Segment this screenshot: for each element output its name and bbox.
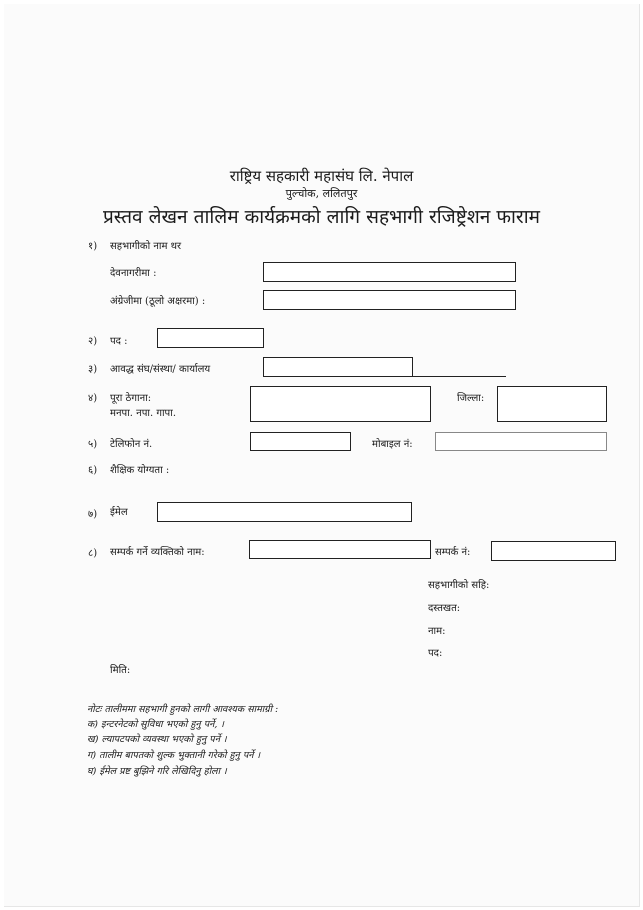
contact-number-label: सम्पर्क नं: bbox=[435, 547, 471, 558]
post-field[interactable] bbox=[157, 328, 264, 348]
item-number-8: ८) bbox=[88, 548, 98, 559]
item-number-5: ५) bbox=[88, 439, 98, 450]
devanagari-label: देवनागरीमा : bbox=[110, 268, 157, 279]
item-number-2: २) bbox=[88, 336, 98, 347]
participant-signature-label: सहभागीको सहि: bbox=[428, 580, 490, 591]
organization-field[interactable] bbox=[263, 357, 413, 377]
note-item: ग) तालीम बापतको शुल्क भुक्तानी गरेको हुनु पर्ने । bbox=[87, 750, 261, 761]
signatory-post-label: पद: bbox=[428, 648, 443, 659]
telephone-field[interactable] bbox=[250, 432, 351, 451]
english-label: अंग्रेजीमा (ठूलो अक्षरमा) : bbox=[110, 296, 206, 307]
note-item: घ) ईमेल प्रष्ट बुझिने गरि लेखिदिनु होला । bbox=[87, 766, 227, 777]
note-item: क) इन्टरनेटको सुविधा भएको हुनु पर्ने, । bbox=[87, 719, 225, 730]
organization-label: आवद्ध संघ/संस्था/ कार्यालय bbox=[110, 364, 211, 375]
form-title: प्रस्तव लेखन तालिम कार्यक्रमको लागि सहभागी रजिष्ट्रेशन फाराम bbox=[103, 206, 540, 228]
date-label: मिति: bbox=[110, 665, 131, 676]
address-label: पूरा ठेगाना: bbox=[110, 393, 152, 404]
qualification-label: शैक्षिक योग्यता : bbox=[110, 465, 170, 476]
municipality-label: मनपा. नपा. गापा. bbox=[110, 408, 177, 419]
organization-underline bbox=[413, 376, 506, 377]
devanagari-name-field[interactable] bbox=[263, 262, 516, 282]
address-field[interactable] bbox=[250, 386, 431, 422]
item-number-1: १) bbox=[88, 241, 98, 252]
mobile-field[interactable] bbox=[435, 432, 607, 451]
email-field[interactable] bbox=[157, 502, 412, 522]
mobile-label: मोबाइल नं: bbox=[372, 439, 413, 450]
post-label: पद : bbox=[110, 336, 128, 347]
district-label: जिल्ला: bbox=[457, 393, 485, 404]
item-number-6: ६) bbox=[88, 465, 98, 476]
organization-name: राष्ट्रिय सहकारी महासंघ लि. नेपाल bbox=[229, 167, 414, 185]
item-number-4: ४) bbox=[88, 393, 98, 404]
note-item: ख) ल्यापटपको व्यवस्था भएको हुनु पर्ने । bbox=[87, 734, 227, 745]
item-number-7: ७) bbox=[88, 509, 98, 520]
telephone-label: टेलिफोन नं. bbox=[110, 439, 153, 450]
notes-heading: नोटः तालीममा सहभागी हुनको लागी आवश्यक सामाग्री : bbox=[87, 704, 279, 715]
participant-name-label: सहभागीको नाम थर bbox=[110, 241, 182, 252]
signed-label: दस्तखत: bbox=[428, 603, 461, 614]
signatory-name-label: नाम: bbox=[428, 626, 446, 637]
item-number-3: ३) bbox=[88, 364, 98, 375]
email-label: ईमेल bbox=[110, 507, 128, 518]
organization-address: पुल्चोक, ललितपुर bbox=[285, 187, 358, 200]
contact-person-field[interactable] bbox=[249, 540, 431, 559]
district-field[interactable] bbox=[497, 386, 607, 422]
contact-number-field[interactable] bbox=[491, 541, 616, 561]
contact-person-label: सम्पर्क गर्ने व्यक्तिको नाम: bbox=[110, 547, 205, 558]
english-name-field[interactable] bbox=[263, 290, 516, 310]
